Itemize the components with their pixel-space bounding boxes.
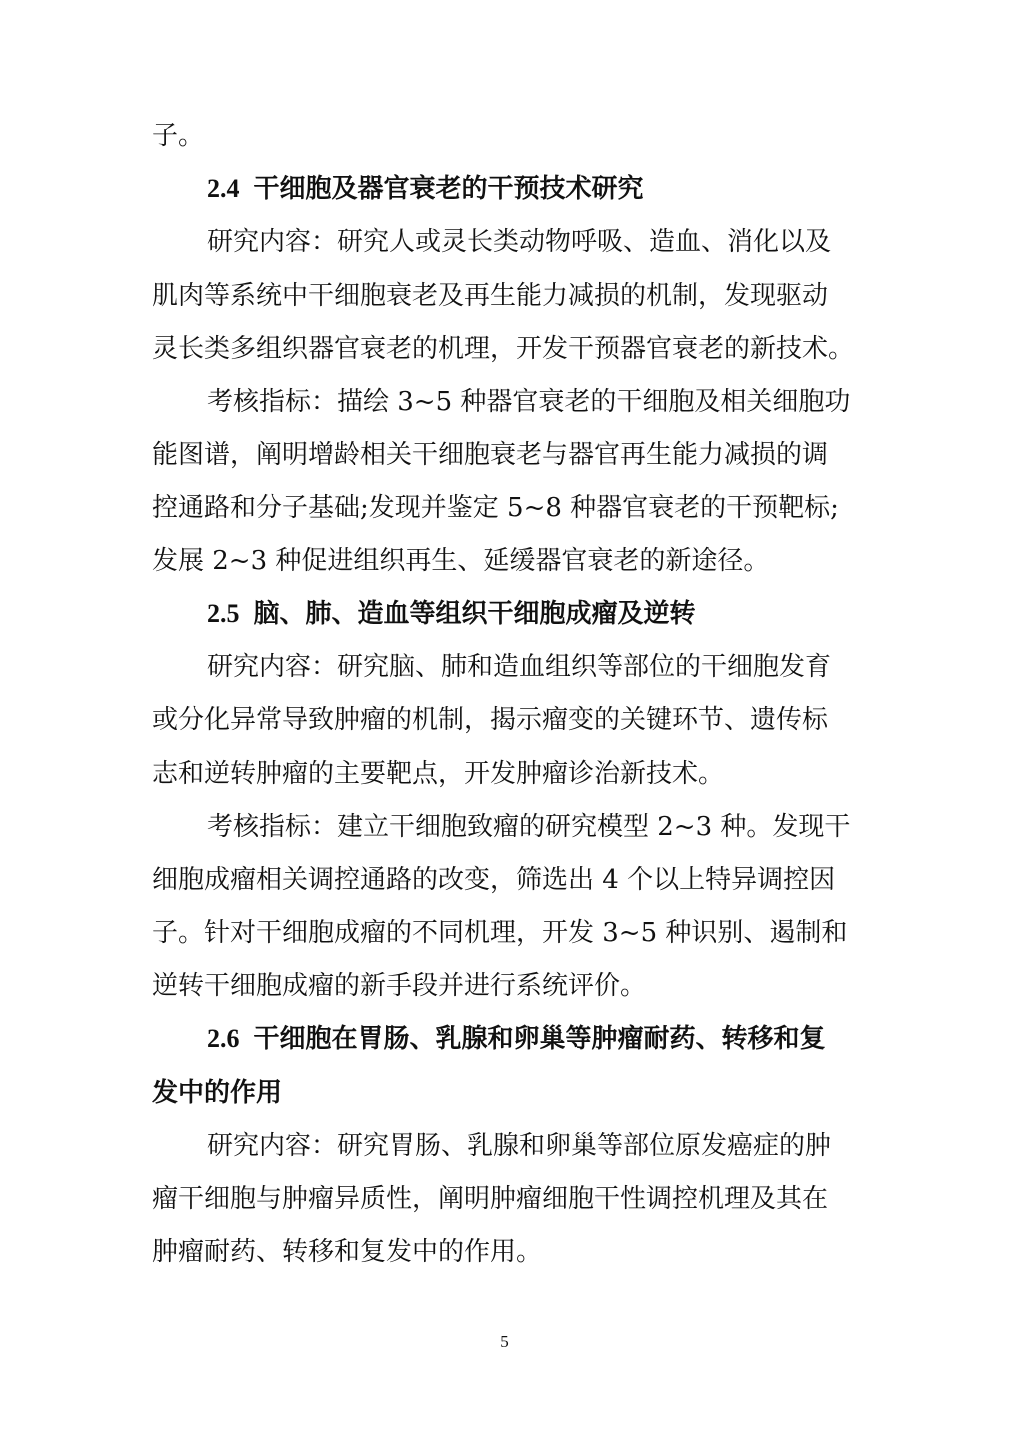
section-heading-2-4 [0,169,1009,209]
paragraph-line: 逆转干细胞成瘤的新手段并进行系统评价。 [152,971,647,1001]
paragraph-line: 灵长类多组织器官衰老的机理，开发干预器官衰老的新技术。 [152,334,855,364]
paragraph-line: 子。 [152,121,205,151]
paragraph-line: 肌肉等系统中干细胞衰老及再生能力减损的机制，发现驱动 [152,281,829,311]
paragraph-line: 瘤干细胞与肿瘤异质性，阐明肿瘤细胞干性调控机理及其在 [152,1184,829,1214]
paragraph-line: 研究内容：研究胃肠、乳腺和卵巢等部位原发癌症的肿 [207,1131,832,1161]
paragraph-line: 研究内容：研究脑、肺和造血组织等部位的干细胞发育 [207,652,832,682]
paragraph-line: 细胞成瘤相关调控通路的改变，筛选出 4 个以上特异调控因 [152,865,836,895]
paragraph-line: 考核指标：描绘 3~5 种器官衰老的干细胞及相关细胞功 [207,387,851,417]
section-heading-2-5 [0,594,1009,634]
section-title: 干细胞及器官衰老的干预技术研究 [253,174,644,204]
paragraph-line: 或分化异常导致肿瘤的机制，揭示瘤变的关键环节、遗传标 [152,705,829,735]
section-heading-2-6 [0,1019,1009,1059]
paragraph-line: 志和逆转肿瘤的主要靶点，开发肿瘤诊治新技术。 [152,759,725,789]
section-title-continued: 发中的作用 [152,1078,283,1108]
paragraph-line: 发展 2~3 种促进组织再生、延缓器官衰老的新途径。 [152,546,770,576]
paragraph-line: 能图谱，阐明增龄相关干细胞衰老与器官再生能力减损的调 [152,440,829,470]
section-number: 2.5 [207,599,240,628]
paragraph-line: 研究内容：研究人或灵长类动物呼吸、造血、消化以及 [207,227,832,257]
page-number: 5 [500,1332,509,1351]
section-number: 2.4 [207,174,240,203]
paragraph-line: 肿瘤耐药、转移和复发中的作用。 [152,1237,543,1267]
paragraph-line: 控通路和分子基础;发现并鉴定 5~8 种器官衰老的干预靶标; [152,493,839,523]
section-title: 脑、肺、造血等组织干细胞成瘤及逆转 [253,599,696,629]
section-number: 2.6 [207,1024,240,1053]
paragraph-line: 子。针对干细胞成瘤的不同机理，开发 3~5 种识别、遏制和 [152,918,848,948]
section-title: 干细胞在胃肠、乳腺和卵巢等肿瘤耐药、转移和复 [253,1024,826,1054]
paragraph-line: 考核指标：建立干细胞致瘤的研究模型 2~3 种。发现干 [207,812,851,842]
